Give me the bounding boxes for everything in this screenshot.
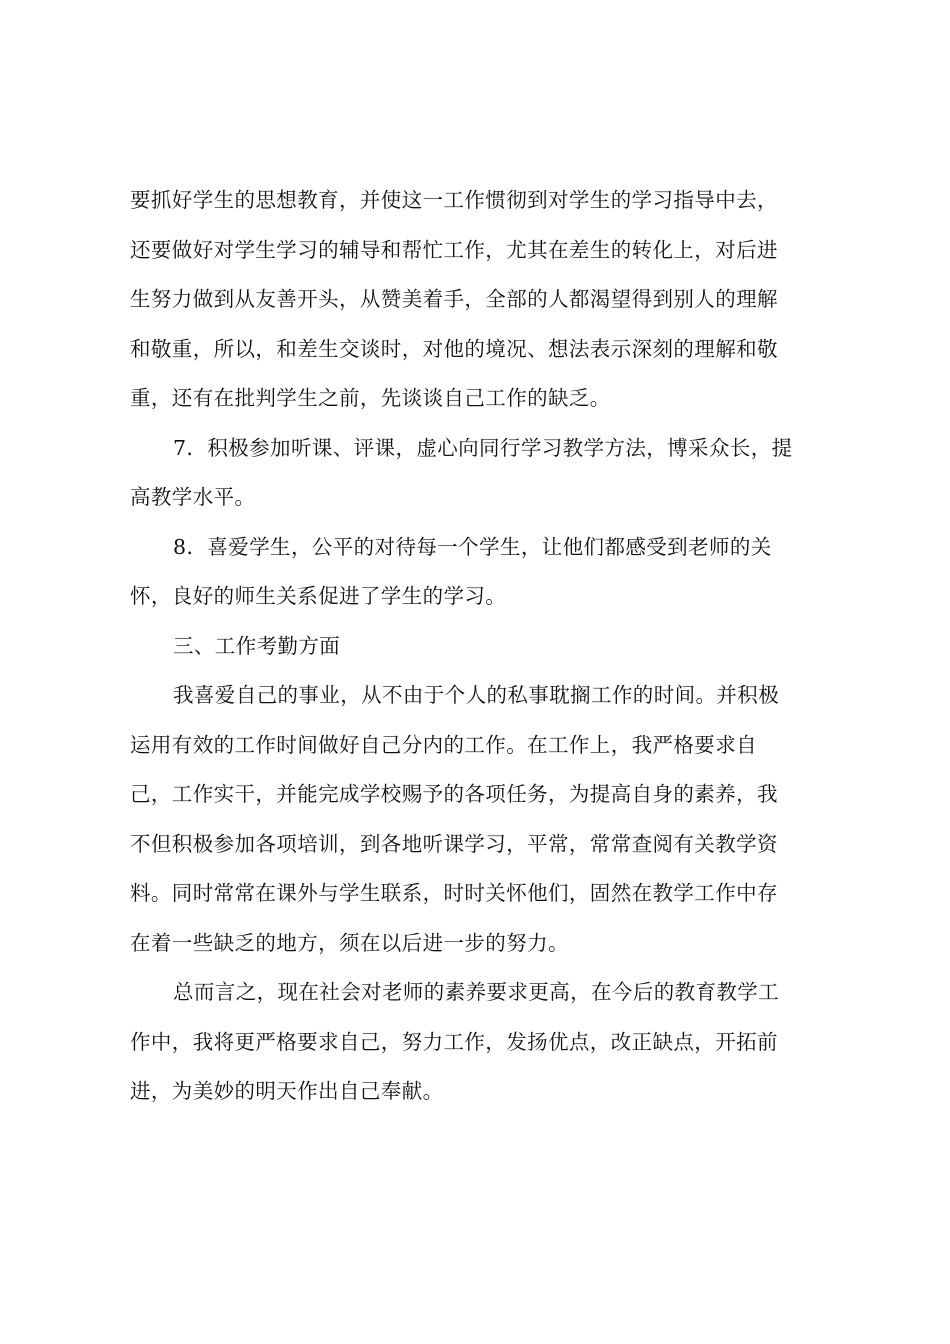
text-line: 生努力做到从友善开头，从赞美着手，全部的人都渴望得到别人的理解	[130, 287, 778, 311]
text-line: 我喜爱自己的事业，从不由于个人的私事耽搁工作的时间。并积极	[173, 683, 780, 707]
text-line: 己，工作实干，并能完成学校赐予的各项任务，为提高自身的素养，我	[130, 782, 778, 806]
text-line: 在着一些缺乏的地方，须在以后进一步的努力。	[130, 930, 569, 955]
text-line: 三、工作考勤方面	[173, 633, 341, 658]
text-line: 重，还有在批判学生之前，先谈谈自己工作的缺乏。	[130, 386, 611, 410]
text-line: 高教学水平。	[130, 485, 256, 509]
text-line: 怀，良好的师生关系促进了学生的学习。	[130, 584, 507, 608]
text-line: 还要做好对学生学习的辅导和帮忙工作，尤其在差生的转化上，对后进	[130, 237, 778, 262]
text-line: 不但积极参加各项培训，到各地听课学习，平常，常常查阅有关教学资	[130, 831, 778, 856]
text-line: 要抓好学生的思想教育，并使这一工作惯彻到对学生的学习指导中去，	[130, 188, 778, 212]
text-line: 和敬重，所以，和差生交谈时，对他的境况、想法表示深刻的理解和敬	[130, 336, 778, 361]
text-line: 8．喜爱学生，公平的对待每一个学生，让他们都感受到老师的关	[173, 534, 772, 559]
text-line: 作中，我将更严格要求自己，努力工作，发扬优点，改正缺点，开拓前	[130, 1029, 778, 1054]
document-body	[130, 176, 840, 1117]
text-line: 进，为美妙的明天作出自己奉献。	[130, 1079, 444, 1103]
text-line: 总而言之，现在社会对老师的素养要求更高，在今后的教育教学工	[173, 980, 780, 1004]
text-line: 运用有效的工作时间做好自己分内的工作。在工作上，我严格要求自	[130, 732, 757, 757]
text-line: 料。同时常常在课外与学生联系，时时关怀他们，固然在教学工作中存	[130, 881, 778, 905]
text-line: 7．积极参加听课、评课，虚心向同行学习教学方法，博采众长，提	[173, 435, 793, 460]
